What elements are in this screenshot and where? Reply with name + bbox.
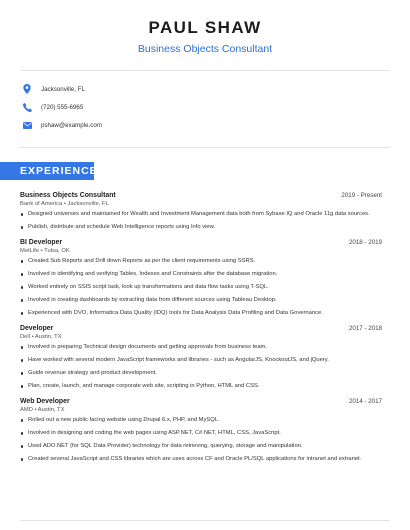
experience-list xyxy=(0,192,410,463)
contact-phone-text: (720) 555-6965 xyxy=(41,103,84,111)
job-company: Bank of America • Jacksonville, FL xyxy=(20,201,109,207)
list-item: Involved in preparing Technical design documents and getting approvals from business team. xyxy=(20,344,382,351)
candidate-name: PAUL SHAW xyxy=(148,18,262,37)
job-title: Business Objects Consultant xyxy=(20,192,116,199)
resume-header xyxy=(0,0,410,56)
experience-section-header xyxy=(0,162,98,180)
divider xyxy=(20,147,390,148)
job-dates: 2019 - Present xyxy=(341,192,382,199)
list-item: Rolled out a new public facing website using Drupal 6.x, PHP, and MySQL. xyxy=(20,417,382,424)
candidate-title: Business Objects Consultant xyxy=(137,43,273,55)
list-item: Created several JavaScript and CSS libraries which are uses across CF and Oracle PL/SQL applications for intranet and extranet. xyxy=(20,456,382,463)
job-company: MetLife • Tulsa, OK xyxy=(20,248,70,254)
job-company: Dell • Austin, TX xyxy=(20,334,62,340)
phone-icon xyxy=(22,102,32,112)
contact-email[interactable] xyxy=(22,116,410,134)
envelope-icon xyxy=(22,120,32,130)
job-bullets xyxy=(20,417,382,463)
job-title: BI Developer xyxy=(20,239,63,246)
job-entry xyxy=(20,239,382,317)
job-dates: 2017 - 2018 xyxy=(348,325,382,332)
job-entry xyxy=(20,398,382,463)
list-item: Involved in creating dashboards by extracting data from different sources using Tableau Desktop. xyxy=(20,297,382,304)
list-item: Plan, create, launch, and manage corporate web site, scripting in Python, HTML and CSS. xyxy=(20,383,382,390)
list-item: Used ADO.NET (for SQL Data Provider) technology for data retrieving, querying, storage and manipulation. xyxy=(20,443,382,450)
contact-list xyxy=(0,71,410,140)
divider xyxy=(20,520,390,521)
list-item: Publish, distribute and schedule Web Intelligence reports using Info view. xyxy=(20,224,382,231)
list-item: Experienced with DVO, Informatica Data Quality (IDQ) tools for Data Analysis Data Profiling and Data Governance. xyxy=(20,310,382,317)
contact-location xyxy=(22,80,410,98)
job-entry xyxy=(20,192,382,231)
job-company: AMD • Austin, TX xyxy=(20,407,65,413)
list-item: Designed universes and maintained for Wealth and Investment Management data both from Sybase IQ and Oracle 11g data sources. xyxy=(20,211,382,218)
job-title: Web Developer xyxy=(20,398,70,405)
list-item: Have worked with several modern JavaScript frameworks and libraries - such as AngularJS, KnockoutJS, and jQuery. xyxy=(20,357,382,364)
list-item: Involved in designing and coding the web pages using ASP.NET, C#.NET, HTML, CSS, JavaScript. xyxy=(20,430,382,437)
job-entry xyxy=(20,325,382,390)
job-bullets xyxy=(20,344,382,390)
list-item: Created Sub Reports and Drill down Reports as per the client requirements using SSRS. xyxy=(20,258,382,265)
job-dates: 2014 - 2017 xyxy=(348,398,382,405)
list-item: Involved in identifying and verifying Tables, Indexes and Constraints after the database migration. xyxy=(20,271,382,278)
list-item: Guide revenue strategy and product development. xyxy=(20,370,382,377)
job-title: Developer xyxy=(20,325,54,332)
contact-location-text: Jacksonville, FL xyxy=(41,85,86,93)
job-bullets xyxy=(20,258,382,317)
contact-phone xyxy=(22,98,410,116)
location-pin-icon xyxy=(22,84,32,94)
contact-email-text[interactable]: pshaw@example.com xyxy=(41,121,102,129)
section-title: EXPERIENCE xyxy=(20,165,98,177)
job-dates: 2018 - 2019 xyxy=(348,239,382,246)
job-bullets xyxy=(20,211,382,231)
list-item: Worked entirely on SSIS script task, look up transformations and data flow tasks using T-SQL. xyxy=(20,284,382,291)
